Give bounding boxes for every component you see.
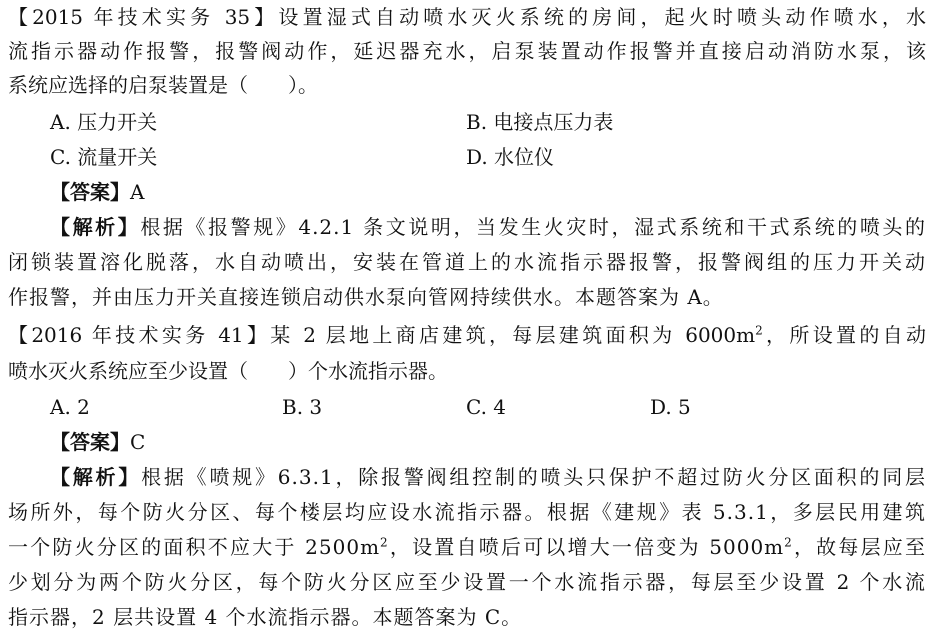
q1-option-d: D. 水位仪 — [466, 145, 555, 169]
q1-option-b: B. 电接点压力表 — [466, 110, 614, 134]
q2-stem-line-2: 喷水灭火系统应至少设置（ ）个水流指示器。 — [8, 359, 448, 383]
q1-stem-line-2: 流指示器动作报警，报警阀动作，延迟器充水，启泵装置动作报警并直接启动消防水泵，该 — [8, 39, 926, 63]
q2-analysis-line-1 — [50, 460, 926, 494]
q1-options-row-2 — [0, 140, 932, 174]
q2-analysis-text-3c: ，故每层应至 — [792, 535, 926, 559]
q2-analysis-label: 【解析】 — [50, 465, 142, 489]
q2-analysis-line-2: 场所外，每个防火分区、每个楼层均应设水流指示器。根据《建规》表 5.3.1，多层民用建筑 — [8, 500, 926, 524]
q2-analysis-sup-1: 2 — [380, 535, 389, 550]
q2-options-row — [0, 390, 932, 424]
q2-answer-label: 【答案】 — [50, 430, 130, 454]
q1-analysis-line-3: 作报警，并由压力开关直接连锁启动供水泵向管网持续供水。本题答案为 A。 — [8, 285, 724, 309]
q2-stem-text-1b: ，所设置的自动 — [762, 323, 926, 347]
q1-answer — [50, 175, 926, 209]
q1-stem-line-3: 系统应选择的启泵装置是（ ）。 — [8, 73, 318, 97]
q1-answer-label: 【答案】 — [50, 180, 130, 204]
q1-analysis-label: 【解析】 — [50, 215, 141, 239]
q1-option-c: C. 流量开关 — [50, 145, 158, 169]
q2-stem-sup: 2 — [755, 323, 763, 338]
q2-analysis-line-3 — [8, 530, 926, 564]
q2-stem-line-1 — [8, 318, 926, 352]
q1-analysis-line-1 — [50, 210, 926, 244]
q2-analysis-text-1: 根据《喷规》6.3.1，除报警阀组控制的喷头只保护不超过防火分区面积的同层 — [141, 465, 926, 489]
q2-option-d: D. 5 — [650, 395, 691, 419]
q2-option-c: C. 4 — [466, 395, 507, 419]
q2-option-a: A. 2 — [50, 395, 90, 419]
q1-analysis-text-1: 根据《报警规》4.2.1 条文说明，当发生火灾时，湿式系统和干式系统的喷头的 — [140, 215, 926, 239]
q2-option-b: B. 3 — [282, 395, 323, 419]
q2-answer-value: C — [130, 430, 146, 454]
q2-analysis-line-4: 少划分为两个防火分区，每个防火分区应至少设置一个水流指示器，每层至少设置 2 个水流 — [8, 570, 926, 594]
q1-answer-value: A — [130, 180, 145, 204]
q1-analysis-line-2: 闭锁装置溶化脱落，水自动喷出，安装在管道上的水流指示器报警，报警阀组的压力开关动 — [8, 250, 926, 274]
q1-stem-line-1: 【2015 年技术实务 35】设置湿式自动喷水灭火系统的房间，起火时喷头动作喷水，水 — [8, 5, 926, 29]
q2-stem-text-1a: 【2016 年技术实务 41】某 2 层地上商店建筑，每层建筑面积为 6000m — [8, 323, 756, 347]
q1-options-row-1 — [0, 105, 932, 139]
q1-option-a: A. 压力开关 — [50, 110, 158, 134]
q2-analysis-line-5: 指示器，2 层共设置 4 个水流指示器。本题答案为 C。 — [8, 605, 523, 629]
q2-analysis-text-3a: 一个防火分区的面积不应大于 2500m — [8, 535, 381, 559]
q2-analysis-sup-2: 2 — [784, 535, 793, 550]
q2-analysis-text-3b: ，设置自喷后可以增大一倍变为 5000m — [388, 535, 785, 559]
q2-answer — [50, 425, 926, 459]
